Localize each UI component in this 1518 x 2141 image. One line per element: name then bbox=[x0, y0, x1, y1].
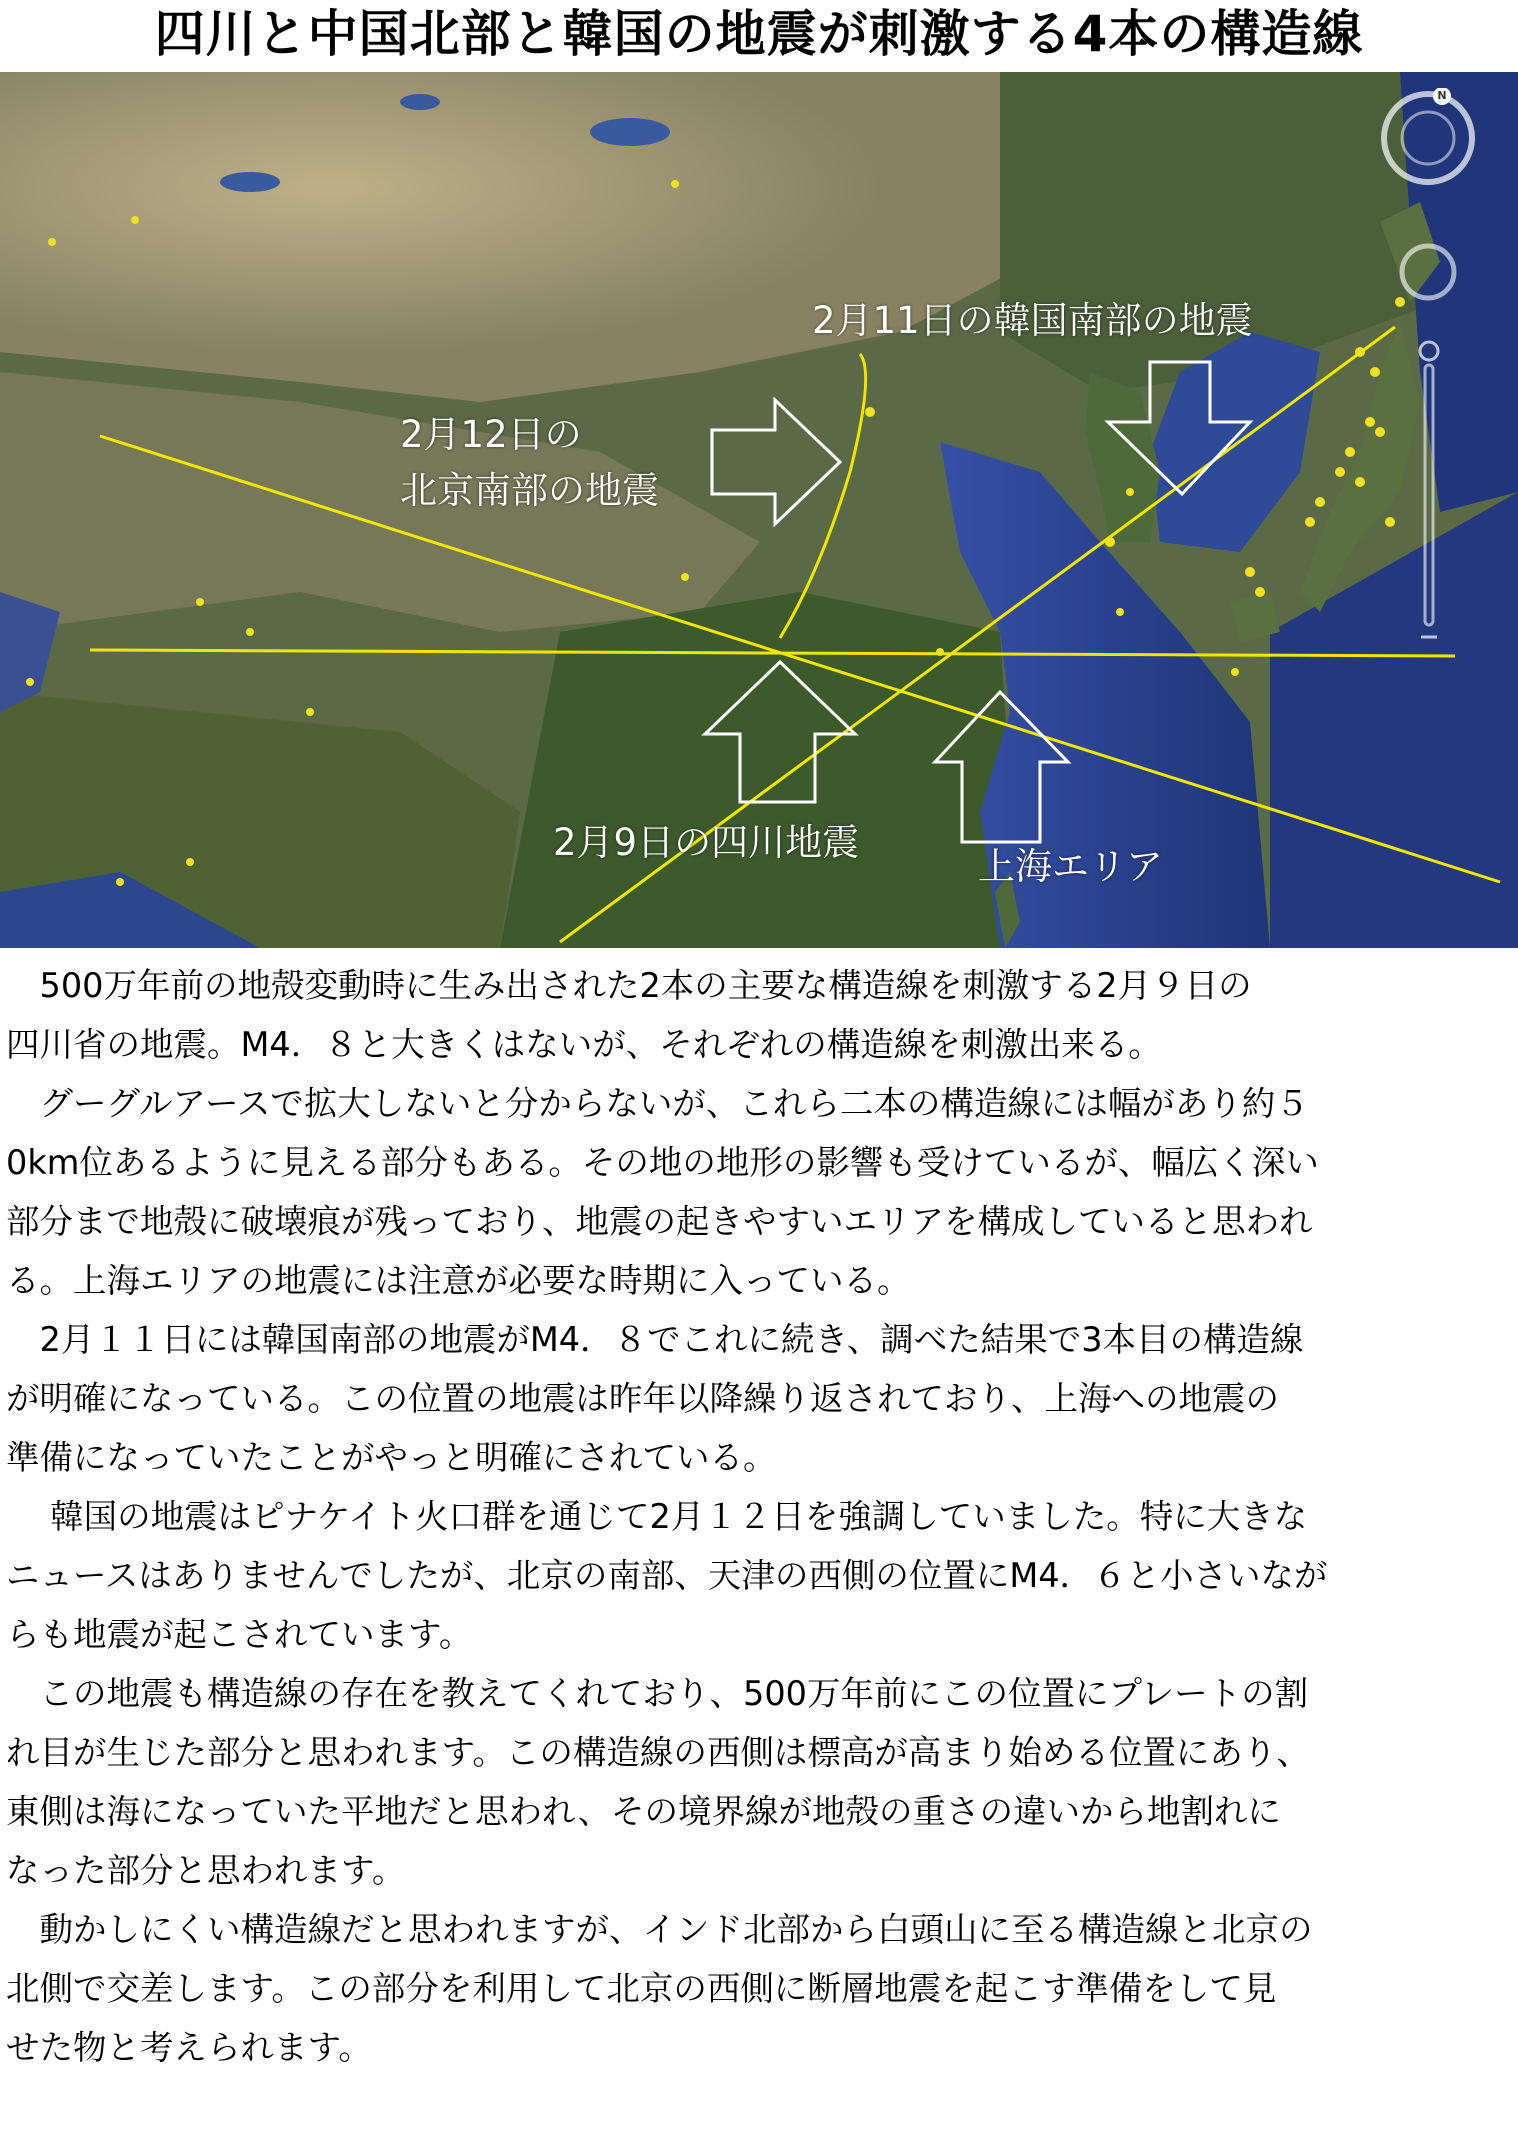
page-title: 四川と中国北部と韓国の地震が刺激する4本の構造線 bbox=[154, 5, 1364, 63]
lake bbox=[220, 172, 280, 192]
compass-north: N bbox=[1437, 89, 1447, 102]
paragraph-line: せた物と考えられます。 bbox=[6, 2028, 372, 2067]
paragraph-line: 0km位あるように見える部分もある。その地の地形の影響も受けているが、幅広く深い bbox=[6, 1143, 1319, 1182]
paragraph-line: 四川省の地震。M4．８と大きくはないが、それぞれの構造線を刺激出来る。 bbox=[6, 1025, 1162, 1064]
zoom-slider-icon bbox=[1418, 337, 1440, 657]
label-sichuan-quake: 2月9日の四川地震 bbox=[553, 821, 860, 864]
paragraph-line: なった部分と思われます。 bbox=[6, 1851, 406, 1890]
paragraph-line: ニュースはありませんでしたが、北京の南部、天津の西側の位置にM4．６と小さいなが bbox=[6, 1556, 1328, 1595]
paragraph-line: 部分まで地殻に破壊痕が残っており、地震の起きやすいエリアを構成していると思われ bbox=[6, 1202, 1313, 1241]
paragraph-line: この地震も構造線の存在を教えてくれており、500万年前にこの位置にプレートの割 bbox=[6, 1674, 1309, 1713]
paragraph-line: 500万年前の地殻変動時に生み出された2本の主要な構造線を刺激する2月９日の bbox=[6, 966, 1252, 1005]
paragraph-line: る。上海エリアの地震には注意が必要な時期に入っている。 bbox=[6, 1261, 911, 1300]
label-shanghai-area: 上海エリア bbox=[978, 845, 1163, 888]
lake bbox=[590, 118, 670, 146]
paragraph-line: れ目が生じた部分と思われます。この構造線の西側は標高が高まり始める位置にあり、 bbox=[6, 1733, 1310, 1772]
label-beijing-quake-line2: 北京南部の地震 bbox=[400, 469, 659, 512]
paragraph-line: 2月１１日には韓国南部の地震がM4．８でこれに続き、調べた結果で3本目の構造線 bbox=[6, 1320, 1304, 1359]
paragraph-line: 北側で交差します。この部分を利用して北京の西側に断層地震を起こす準備をして見 bbox=[6, 1969, 1277, 2008]
article-body bbox=[6, 956, 1514, 2077]
compass-ring[interactable] bbox=[1378, 88, 1478, 188]
label-beijing-quake-line1: 2月12日の bbox=[400, 413, 582, 456]
satellite-map[interactable] bbox=[0, 72, 1518, 948]
paragraph-line: らも地震が起こされています。 bbox=[6, 1615, 473, 1654]
look-joystick[interactable] bbox=[1398, 242, 1458, 302]
paragraph-line: 準備になっていたことがやっと明確にされている。 bbox=[6, 1438, 777, 1477]
zoom-slider[interactable] bbox=[1418, 337, 1440, 657]
paragraph-line: が明確になっている。この位置の地震は昨年以降繰り返されており、上海への地震の bbox=[6, 1379, 1279, 1418]
paragraph-line: 東側は海になっていた平地だと思われ、その境界線が地殻の重さの違いから地割れに bbox=[6, 1792, 1282, 1831]
label-korea-quake: 2月11日の韓国南部の地震 bbox=[812, 299, 1253, 342]
joystick-icon bbox=[1398, 242, 1458, 302]
paragraph-line: グーグルアースで拡大しないと分からないが、これら二本の構造線には幅があり約５ bbox=[6, 1084, 1309, 1123]
lake bbox=[400, 94, 440, 110]
compass-icon bbox=[1378, 88, 1478, 188]
paragraph-line: 動かしにくい構造線だと思われますが、インド北部から白頭山に至る構造線と北京の bbox=[6, 1910, 1313, 1949]
paragraph-line: 韓国の地震はピナケイト火口群を通じて2月１２日を強調していました。特に大きな bbox=[6, 1497, 1308, 1536]
